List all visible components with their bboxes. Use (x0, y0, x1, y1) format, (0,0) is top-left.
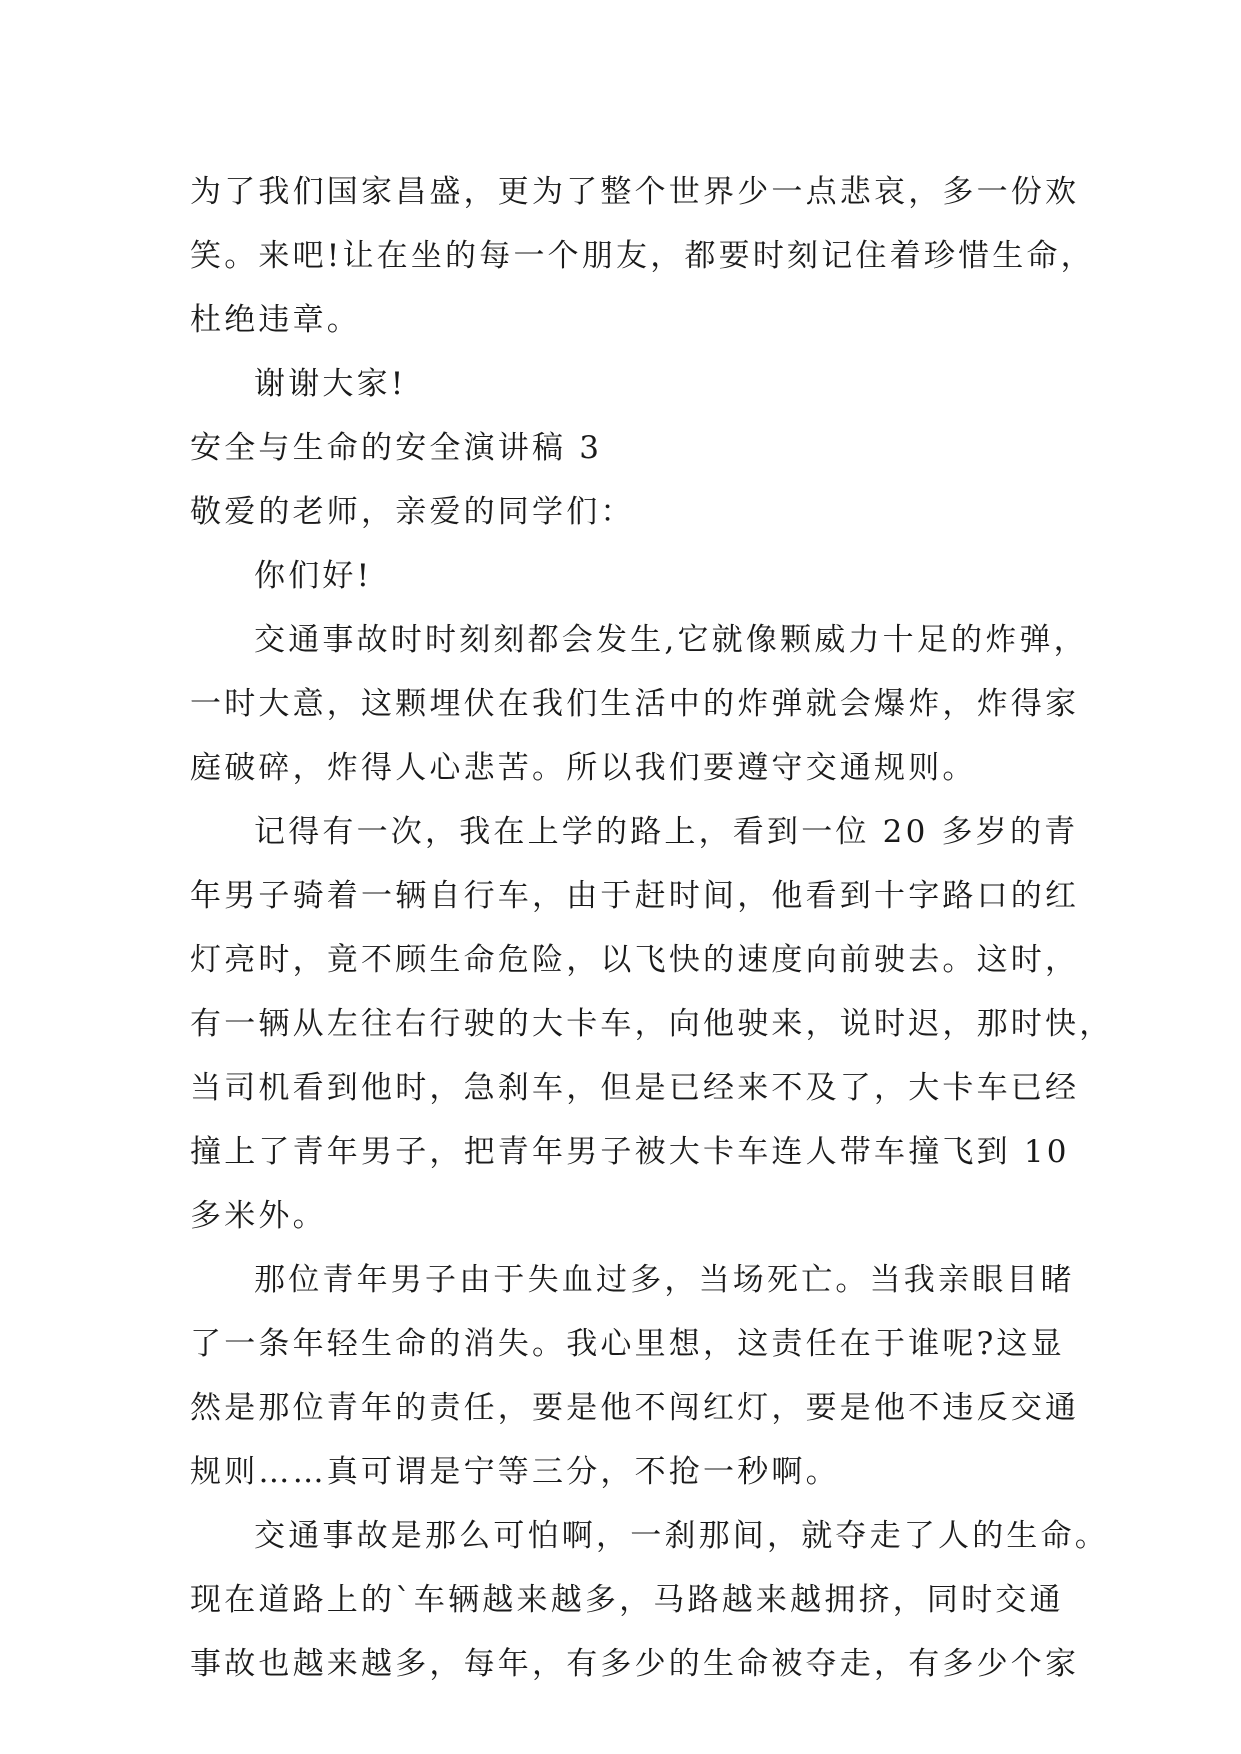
text-line: 记得有一次，我在上学的路上，看到一位 20 多岁的青 (254, 814, 1079, 850)
text-line: 现在道路上的`车辆越来越多，马路越来越拥挤，同时交通 (190, 1582, 1064, 1618)
text-line: 笑。来吧!让在坐的每一个朋友，都要时刻记住着珍惜生命， (190, 238, 1095, 274)
text-line: 杜绝违章。 (190, 302, 361, 338)
text-line: 有一辆从左往右行驶的大卡车，向他驶来，说时迟，那时快， (190, 1006, 1114, 1042)
text-line: 为了我们国家昌盛，更为了整个世界少一点悲哀，多一份欢 (190, 174, 1080, 210)
section-title: 安全与生命的安全演讲稿 3 (190, 430, 603, 466)
text-line: 规则……真可谓是宁等三分，不抢一秒啊。 (190, 1454, 840, 1490)
text-line: 一时大意，这颗埋伏在我们生活中的炸弹就会爆炸，炸得家 (190, 686, 1080, 722)
text-line: 灯亮时，竟不顾生命危险，以飞快的速度向前驶去。这时， (190, 942, 1080, 978)
text-line: 庭破碎，炸得人心悲苦。所以我们要遵守交通规则。 (190, 750, 977, 786)
document-body (190, 160, 1114, 1696)
text-line: 然是那位青年的责任，要是他不闯红灯，要是他不违反交通 (190, 1390, 1080, 1426)
text-line: 撞上了青年男子，把青年男子被大卡车连人带车撞飞到 10 (190, 1134, 1070, 1170)
text-line: 当司机看到他时，急刹车，但是已经来不及了，大卡车已经 (190, 1070, 1080, 1106)
text-line: 事故也越来越多，每年，有多少的生命被夺走，有多少个家 (190, 1646, 1080, 1682)
text-line: 了一条年轻生命的消失。我心里想，这责任在于谁呢?这显 (190, 1326, 1065, 1362)
text-line: 谢谢大家! (254, 366, 407, 402)
salutation: 敬爱的老师，亲爱的同学们： (190, 494, 635, 530)
text-line: 交通事故时时刻刻都会发生,它就像颗威力十足的炸弹， (254, 622, 1088, 658)
text-line: 年男子骑着一辆自行车，由于赶时间，他看到十字路口的红 (190, 878, 1080, 914)
text-line: 那位青年男子由于失血过多，当场死亡。当我亲眼目睹 (254, 1262, 1075, 1298)
text-line: 多米外。 (190, 1198, 327, 1234)
text-line: 你们好! (254, 558, 373, 594)
text-line: 交通事故是那么可怕啊，一刹那间，就夺走了人的生命。 (254, 1518, 1109, 1554)
